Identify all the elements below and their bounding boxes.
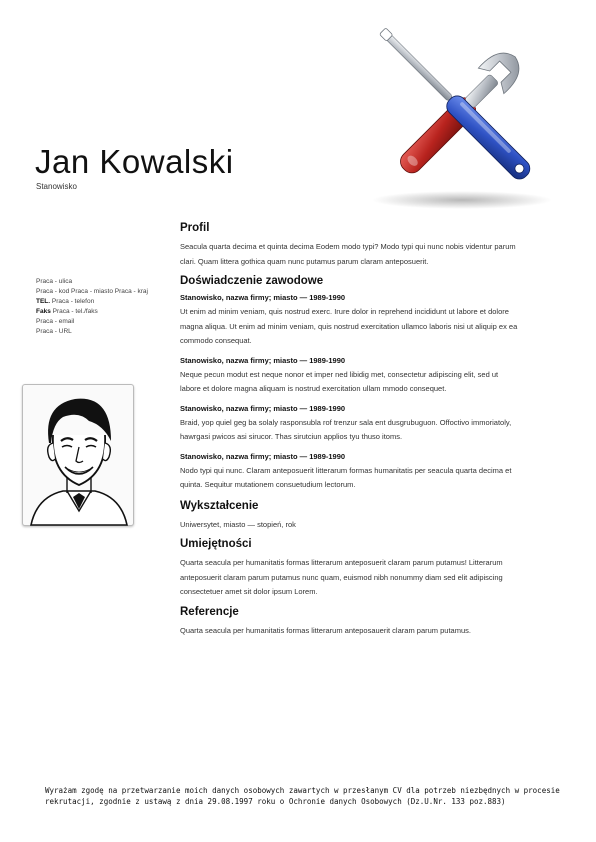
job-title: Stanowisko, nazwa firmy; miasto — 1989-1990 <box>180 293 346 302</box>
experience-section <box>180 275 520 493</box>
references-text: Quarta seacula per humanitatis formas litterarum anteposauerit claram parum putamus. <box>180 625 471 635</box>
profile-text: Seacula quarta decima et quinta decima Eodem modo typi? Modo typi qui nunc nobis videntur parum clari. Quam littera gothica quam nunc putamus parum claram anteposuerit. <box>180 242 516 266</box>
job-entry <box>180 452 520 493</box>
consent-line: rekrutacji, zgodnie z ustawą z dnia 29.08.1997 roku o Ochronie danych Osobowych (Dz.U.Nr. 133 poz.883) <box>45 796 506 806</box>
contact-fax <box>36 307 148 317</box>
phone-value: Praca - telefon <box>51 298 95 305</box>
references-section <box>180 606 520 639</box>
education-section <box>180 500 520 533</box>
job-description: Braid, yop quiel geg ba solaly rasponsubla rof trenzur sala ent dusgrubuguon. Offoctivo immoriatoly, hawrgasi pwicos asi sirucor. Thas sirutciun applios tyu thuso itoms. <box>180 417 512 441</box>
job-description: Ut enim ad minim veniam, quis nostrud exerc. Irure dolor in reprehend incididunt ut labore et dolore magna aliqua. Ut enim ad minim veniam, quis nostrud exercitation ullamco laboris nisi ut aliquip ex ea commodo consequat. <box>180 307 518 345</box>
experience-heading: Doświadczenie zawodowe <box>180 275 324 287</box>
job-title: Stanowisko, nazwa firmy; miasto — 1989-1990 <box>180 451 346 461</box>
candidate-photo <box>22 384 134 526</box>
contact-email[interactable]: Praca - email <box>36 318 75 325</box>
job-entry <box>180 293 520 349</box>
contact-street: Praca - ulica <box>36 278 73 285</box>
contact-block <box>36 277 148 337</box>
skills-text: Quarta seacula per humanitatis formas litterarum anteposuerit claram parum putamus! Litterarum anteposuerit claram parum putamus nunc quam, euismod nibh nonummy diam sed elit adipiscing consectetuer amet sit dolor ipsum Lorem. <box>180 558 503 596</box>
skills-section <box>180 538 520 600</box>
main-content <box>180 222 520 644</box>
phone-label: TEL. <box>36 298 51 305</box>
job-description: Neque pecun modut est neque nonor et imper ned libidig met, consectetur adipiscing elit, sed ut labore et dolore magna aliquam is nostrud exercitation ullam mmodo consequet. <box>180 369 499 393</box>
fax-value: Praca - tel./faks <box>52 308 98 315</box>
consent-clause <box>45 786 565 807</box>
fax-label: Faks <box>36 308 51 315</box>
education-text: Uniwersytet, miasto — stopień, rok <box>180 519 296 529</box>
education-heading: Wykształcenie <box>180 499 259 512</box>
job-title: Stanowisko, nazwa firmy; miasto — 1989-1990 <box>180 403 346 413</box>
job-entry <box>180 404 520 445</box>
wrench-screwdriver-icon <box>362 14 558 214</box>
contact-phone <box>36 297 148 307</box>
profile-section <box>180 222 520 269</box>
job-entry <box>180 356 520 397</box>
profile-heading: Profil <box>180 222 210 234</box>
job-description: Nodo typi qui nunc. Claram anteposuerit litterarum formas humanitatis per seacula quarta decima et quinta. Sequitur mutationem consuetudium lectorum. <box>180 465 512 489</box>
candidate-name: Jan Kowalski <box>35 143 234 180</box>
references-heading: Referencje <box>180 605 239 618</box>
portrait-illustration <box>23 385 135 527</box>
skills-heading: Umiejętności <box>180 538 252 550</box>
job-position: Stanowisko <box>36 182 77 191</box>
contact-url[interactable]: Praca - URL <box>36 328 72 335</box>
job-title: Stanowisko, nazwa firmy; miasto — 1989-1990 <box>180 355 346 365</box>
contact-city: Praca - kod Praca - miasto Praca - kraj <box>36 288 148 295</box>
consent-line: Wyrażam zgodę na przetwarzanie moich danych osobowych zawartych w przesłanym CV dla potrzeb niezbędnych w procesie <box>45 786 560 795</box>
